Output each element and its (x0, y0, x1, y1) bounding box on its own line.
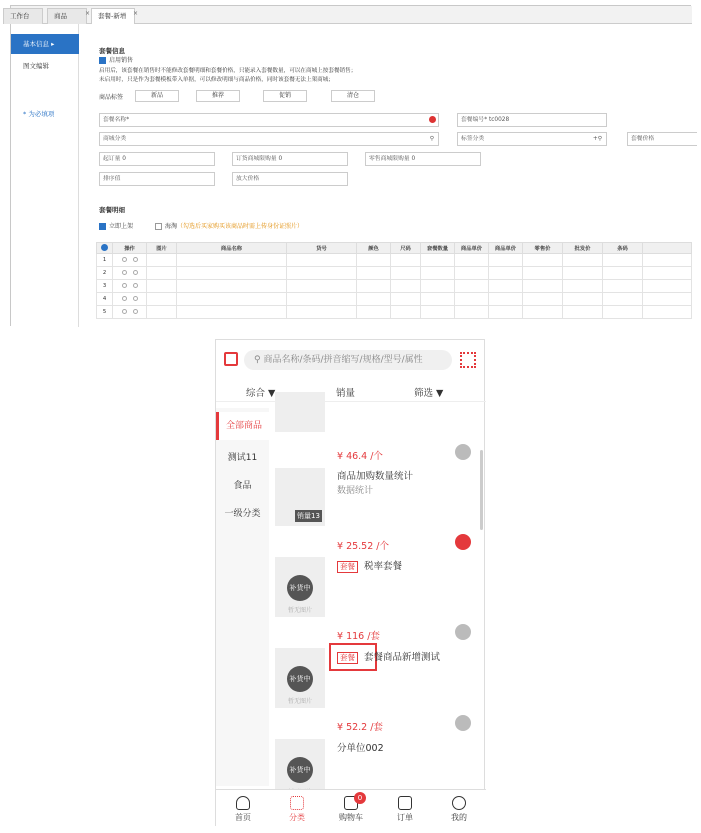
tab-profile[interactable] (432, 790, 486, 828)
tab-workbench[interactable] (3, 8, 43, 24)
product-price: ¥ 46.4 /个 (337, 451, 383, 462)
table-row (97, 293, 692, 306)
search-placeholder: 商品名称/条码/拼音缩写/规格/型号/属性 (263, 355, 423, 365)
product-name-text: 税率套餐 (364, 561, 403, 572)
onshelf-checkbox[interactable] (99, 221, 133, 230)
sort-label: 综合 (246, 388, 266, 399)
category-icon (290, 796, 304, 810)
section-title-package-info: 套餐信息 (99, 47, 125, 55)
no-image-text: 暂无图片 (287, 698, 312, 705)
filter-icon: ▼ (436, 388, 444, 399)
product-name-text: 套餐商品新增测试 (364, 652, 441, 663)
tab-label: 分类 (289, 813, 305, 822)
column-header: 尺码 (391, 243, 421, 254)
erp-window (10, 5, 691, 326)
mobile-mall-screen (215, 339, 485, 826)
field-label: 套餐编号* (461, 117, 488, 123)
restock-badge: 补货中 (287, 666, 313, 692)
close-icon[interactable]: × (84, 10, 90, 17)
row-number: 1 (97, 254, 113, 267)
main-form (79, 24, 692, 327)
field-placeholder: 放大价格 (236, 176, 260, 182)
close-icon[interactable]: × (132, 10, 138, 17)
product-price: ¥ 25.52 /个 (337, 541, 389, 552)
product-image[interactable] (275, 468, 325, 526)
sales-badge: 销量13 (297, 512, 320, 520)
table-header-row (97, 243, 692, 254)
product-name[interactable]: 商品加购数量统计 (337, 471, 414, 482)
order-mall-limit-input[interactable] (232, 152, 348, 166)
checkbox-icon (99, 57, 106, 64)
category-grid-icon[interactable] (460, 352, 476, 368)
checkbox-label: 立即上架 (109, 223, 134, 230)
column-header[interactable]: 条码 (603, 243, 643, 254)
haitao-note: （勾选后买家购买该商品时需上传身份证照片） (177, 223, 304, 230)
field-value: 0 (122, 156, 126, 162)
tab-label: 工作台 (10, 12, 30, 20)
tag-chip-promo[interactable]: 促销 (263, 90, 307, 102)
scrollbar[interactable] (480, 450, 483, 530)
row-number: 5 (97, 306, 113, 319)
package-tag: 套餐 (337, 561, 358, 573)
required-error-icon (429, 116, 436, 123)
sidebar-item-label: 图文编辑 (23, 62, 49, 70)
package-detail-table (96, 242, 692, 319)
column-header: 操作 (113, 243, 147, 254)
tab-label: 订单 (397, 813, 413, 822)
checkbox-icon (99, 223, 106, 230)
row-number: 2 (97, 267, 113, 280)
tab-bar (11, 6, 692, 24)
filter-label: 筛选 (414, 388, 434, 399)
sidebar-item-rich-edit[interactable] (11, 56, 79, 76)
table-row (97, 267, 692, 280)
row-number: 3 (97, 280, 113, 293)
category-item[interactable]: 测试11 (227, 453, 258, 463)
add-search-icon[interactable]: +⚲ (592, 136, 602, 142)
column-header[interactable]: 批发价 (563, 243, 603, 254)
field-placeholder: 套餐名称* (103, 117, 130, 123)
row-actions[interactable] (113, 267, 147, 280)
attr-category-input[interactable] (457, 132, 607, 146)
category-item-all[interactable]: 全部商品 (216, 412, 269, 440)
user-icon (452, 796, 466, 810)
field-value: tc0028 (488, 117, 510, 123)
bottom-tab-bar (216, 789, 486, 827)
remove-icon[interactable] (133, 270, 138, 275)
product-price: ¥ 116 /套 (337, 631, 380, 642)
tag-chip-new[interactable]: 新品 (135, 90, 179, 102)
field-label: 订货商城限购量 (236, 156, 277, 162)
sort-value-input[interactable] (99, 172, 215, 186)
column-header: 商品单价 (455, 243, 489, 254)
add-icon[interactable] (122, 270, 127, 275)
checkbox-label: 海淘 (165, 223, 178, 230)
table-row (97, 280, 692, 293)
field-placeholder: 排序值 (103, 176, 121, 182)
sort-bar (216, 380, 486, 402)
column-header: 商品单价 (489, 243, 523, 254)
tag-chip-recommend[interactable]: 推荐 (196, 90, 240, 102)
settings-column[interactable] (97, 243, 113, 254)
no-image-text: 暂无图片 (287, 607, 312, 614)
search-input[interactable] (244, 350, 452, 370)
tab-label: 首页 (235, 813, 251, 822)
product-price: ¥ 52.2 /套 (337, 722, 383, 733)
mall-category-input[interactable] (99, 132, 439, 146)
required-hint-label: 为必填项 (28, 110, 55, 118)
product-list (269, 402, 486, 790)
search-icon[interactable]: ⚲ (429, 136, 434, 142)
add-icon[interactable] (122, 257, 127, 262)
remove-icon[interactable] (133, 296, 138, 301)
category-item[interactable]: 一级分类 (224, 509, 261, 519)
product-image[interactable] (275, 648, 325, 708)
column-header: 货号 (287, 243, 357, 254)
row-actions[interactable] (113, 306, 147, 319)
gear-icon[interactable] (101, 244, 108, 251)
product-subtitle: 数据统计 (337, 486, 374, 496)
sidebar-item-label: 基本信息 (23, 40, 49, 48)
tab-home[interactable] (216, 790, 270, 828)
sort-sales[interactable]: 销量 (336, 388, 356, 399)
order-icon (398, 796, 412, 810)
restock-badge: 补货中 (287, 757, 313, 783)
add-to-cart-icon[interactable] (455, 715, 471, 731)
section-title-package-details: 套餐明细 (99, 206, 125, 214)
table-row (97, 254, 692, 267)
sidebar (11, 24, 79, 327)
package-name-input[interactable] (99, 113, 439, 127)
row-number: 4 (97, 293, 113, 306)
search-icon: ⚲ (254, 355, 261, 365)
tab-label: 商品 (54, 12, 67, 20)
package-code-input[interactable] (457, 113, 607, 127)
column-header: 商品名称 (177, 243, 287, 254)
table-row (97, 306, 692, 319)
scan-icon[interactable] (224, 352, 238, 366)
tag-chip-clearance[interactable]: 清仓 (331, 90, 375, 102)
field-value: 0 (278, 156, 283, 162)
checkbox-icon (155, 223, 162, 230)
column-header: 颜色 (357, 243, 391, 254)
tab-category[interactable] (270, 790, 324, 828)
row-actions[interactable] (113, 293, 147, 306)
sidebar-item-basic-info[interactable]: 基本信息 ▸ (11, 34, 79, 54)
field-value: 0 (411, 156, 416, 162)
column-header-empty (643, 243, 692, 254)
haitao-checkbox[interactable] (155, 221, 303, 230)
note-line-1: 启用后，该套餐在销售时不能修改套餐明细和套餐价格，只能录入套餐数量，可以在商城上按套餐销售； (99, 68, 357, 74)
add-icon[interactable] (122, 296, 127, 301)
add-icon[interactable] (122, 283, 127, 288)
retail-mall-limit-input[interactable] (365, 152, 481, 166)
product-name[interactable] (337, 649, 440, 664)
note-line-2: 未启用时，只是作为套餐模板带入单据，可以修改明细与商品价格，同时该套餐无法上架商城； (99, 77, 334, 83)
tag-label: 商品标签 (99, 94, 124, 101)
restock-badge: 补货中 (287, 575, 313, 601)
package-price-input[interactable] (627, 132, 697, 146)
caret-down-icon: ▼ (268, 388, 276, 399)
product-image[interactable] (275, 392, 325, 432)
add-to-cart-icon[interactable] (455, 534, 471, 550)
tab-label: 套餐-新增 (98, 12, 127, 20)
column-header: 套餐数量 (421, 243, 455, 254)
tab-orders[interactable] (378, 790, 432, 828)
remove-icon[interactable] (133, 309, 138, 314)
product-name[interactable]: 分单位002 (337, 743, 384, 754)
filter-button[interactable] (414, 385, 443, 399)
package-tag: 套餐 (337, 652, 358, 664)
add-to-cart-icon[interactable] (455, 444, 471, 460)
field-label: 零售商城限购量 (369, 156, 410, 162)
tab-goods[interactable] (47, 8, 90, 24)
row-actions[interactable] (113, 280, 147, 293)
row-actions[interactable] (113, 254, 147, 267)
remove-icon[interactable] (133, 283, 138, 288)
product-name[interactable] (337, 558, 402, 573)
field-label: 起订量 (103, 156, 121, 162)
tab-label: 我的 (451, 813, 467, 822)
cart-count-badge: 0 (354, 792, 366, 804)
max-price-input[interactable] (232, 172, 348, 186)
min-order-input[interactable] (99, 152, 215, 166)
field-placeholder: 套餐价格 (631, 136, 655, 142)
required-hint: * 为必填项 (23, 110, 55, 118)
category-item[interactable]: 食品 (233, 481, 252, 491)
home-icon (236, 796, 250, 810)
enable-sales-checkbox[interactable] (99, 55, 133, 64)
add-icon[interactable] (122, 309, 127, 314)
field-placeholder: 商城分类 (103, 136, 127, 142)
tab-package-new[interactable] (91, 8, 138, 25)
product-image[interactable] (275, 557, 325, 617)
column-header[interactable]: 零售价 (523, 243, 563, 254)
tab-cart[interactable] (324, 790, 378, 828)
tab-label: 购物车 (339, 813, 363, 822)
checkbox-label: 启用销售 (109, 57, 134, 64)
category-list (216, 408, 269, 786)
sort-comprehensive[interactable] (246, 385, 275, 399)
add-to-cart-icon[interactable] (455, 624, 471, 640)
column-header[interactable]: 图片 (147, 243, 177, 254)
remove-icon[interactable] (133, 257, 138, 262)
field-placeholder: 标签分类 (461, 136, 485, 142)
